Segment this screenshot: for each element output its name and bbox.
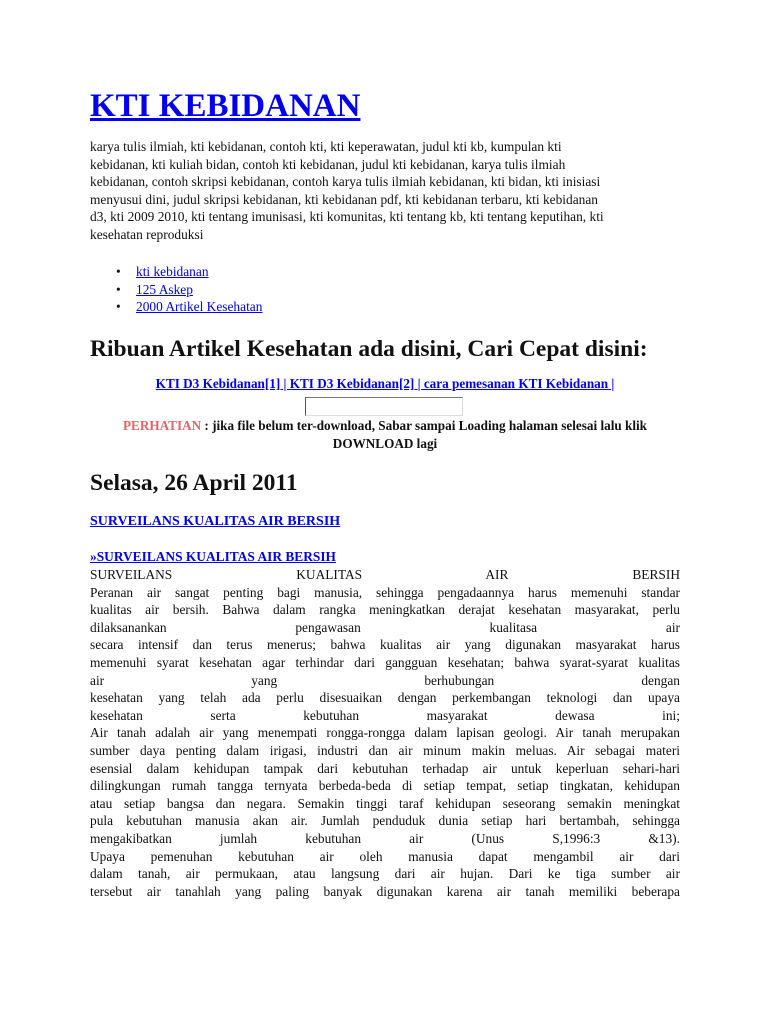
promo-heading: Ribuan Artikel Kesehatan ada disini, Cari Cepat disini:: [90, 336, 648, 362]
article-text: memenuhi syarat kesehatan agar terhindar dari gangguan kesehatan; bahwa syarat-syarat kualitas: [90, 654, 680, 670]
article-line: [90, 777, 680, 795]
artikel-kesehatan-link[interactable]: 2000 Artikel Kesehatan: [136, 299, 263, 315]
article-line: dilaksanankan pengawasan kualitasa air: [90, 619, 680, 635]
article-line: Upaya pemenuhan kebutuhan air oleh manusia dapat mengambil air dari: [90, 848, 680, 864]
intro-line: d3, kti 2009 2010, kti tentang imunisasi, kti komunitas, kti tentang kb, kti tentang keputihan, kti: [90, 209, 604, 225]
article-text: secara intensif dan terus menerus; bahwa kualitas air yang digunakan masyarakat harus: [90, 637, 680, 653]
post-title: [90, 513, 340, 531]
article-line: air yang berhubungan dengan: [90, 672, 680, 688]
article-line: [90, 883, 680, 901]
article-body: [90, 566, 680, 900]
bullet-icon: •: [116, 264, 121, 279]
notice-label: PERHATIAN: [122, 418, 202, 433]
post-permalink-link[interactable]: »SURVEILANS KUALITAS AIR BERSIH: [90, 549, 336, 564]
article-line: [90, 812, 680, 830]
article-line: [90, 689, 680, 707]
article-line: [90, 584, 680, 602]
article-line: mengakibatkan jumlah kebutuhan air (Unus S,1996:3 &13).: [90, 830, 680, 846]
article-text: sumber daya penting dalam irigasi, industri dan air minum makin meluas. Air sebagai materi: [90, 742, 680, 758]
askep-link[interactable]: 125 Askep: [136, 281, 193, 297]
intro-keywords: [90, 138, 680, 244]
article-line: [90, 795, 680, 813]
list-item: [90, 281, 262, 299]
article-text: Air tanah adalah air yang menempati rongga-rongga dalam lapisan geologi. Air tanah merupakan: [90, 725, 680, 741]
notice-text: : jika file belum ter-download, Sabar sampai Loading halaman selesai lalu klik DOWNLOAD lagi: [201, 418, 648, 451]
article-text: Peranan air sangat penting bagi manusia, sehingga pengadaannya harus memenuhi standar: [90, 584, 680, 600]
kti-d3-links[interactable]: KTI D3 Kebidanan[1] | KTI D3 Kebidanan[2] | cara pemesanan KTI Kebidanan |: [155, 376, 615, 391]
article-line: SURVEILANS KUALITAS AIR BERSIH: [90, 567, 680, 582]
article-line: [90, 654, 680, 672]
article-text: esensial dalam kehidupan tampak dari kebutuhan terhadap air untuk keperluan sehari-hari: [90, 760, 680, 776]
list-item: [90, 263, 262, 281]
kti-kebidanan-link[interactable]: kti kebidanan: [136, 264, 209, 279]
intro-line: kebidanan, kti kuliah bidan, contoh kti kebidanan, judul kti kebidanan, karya tulis ilmiah: [90, 156, 566, 172]
article-line: [90, 760, 680, 778]
intro-line: karya tulis ilmiah, kti kebidanan, contoh kti, kti keperawatan, judul kti kb, kumpulan kti: [90, 139, 562, 154]
article-text: kesehatan yang telah ada perlu disesuaikan dengan perkembangan teknologi dan upaya: [90, 690, 680, 706]
kti-links: [90, 375, 680, 393]
site-title-link[interactable]: KTI KEBIDANAN: [90, 88, 361, 124]
article-text: atau setiap bangsa dan negara. Semakin tinggi taraf kehidupan seseorang semakin meningkat: [90, 795, 680, 811]
article-line: kesehatan serta kebutuhan masyarakat dewasa ini;: [90, 707, 680, 723]
article-text: kualitas air bersih. Bahwa dalam rangka meningkatkan derajat kesehatan masyarakat, perlu: [90, 602, 680, 618]
list-item: [90, 298, 262, 316]
search-input[interactable]: [305, 397, 463, 416]
bullet-icon: •: [116, 281, 121, 297]
bullet-icon: •: [116, 299, 121, 315]
post-permalink: [90, 548, 336, 566]
intro-line: kebidanan, contoh skripsi kebidanan, contoh karya tulis ilmiah kebidanan, kti bidan, kti inisiasi: [90, 174, 601, 190]
article-line: [90, 601, 680, 619]
article-line: [90, 636, 680, 654]
site-link-list: [90, 263, 262, 316]
article-line: [90, 724, 680, 742]
download-notice: [90, 417, 680, 452]
intro-line: menyusui dini, judul skripsi kebidanan, kti kebidanan pdf, kti kebidanan terbaru, kti kebidanan: [90, 191, 598, 207]
post-title-link[interactable]: SURVEILANS KUALITAS AIR BERSIH: [90, 514, 341, 529]
post-date: Selasa, 26 April 2011: [90, 470, 298, 496]
article-line: dalam tanah, air permukaan, atau langsung dari air hujan. Dari ke tiga sumber air: [90, 866, 680, 882]
intro-line: kesehatan reproduksi: [90, 226, 204, 242]
article-text: pula kebutuhan manusia akan air. Jumlah penduduk dunia setiap hari bertambah, sehingga: [90, 813, 680, 829]
article-text: dilingkungan rumah tangga ternyata berbeda-beda di setiap tempat, setiap tingkatan, kehidupan: [90, 778, 680, 794]
article-text: tersebut air tanahlah yang paling banyak digunakan karena air tanah memiliki beberapa: [90, 883, 680, 899]
article-line: [90, 742, 680, 760]
